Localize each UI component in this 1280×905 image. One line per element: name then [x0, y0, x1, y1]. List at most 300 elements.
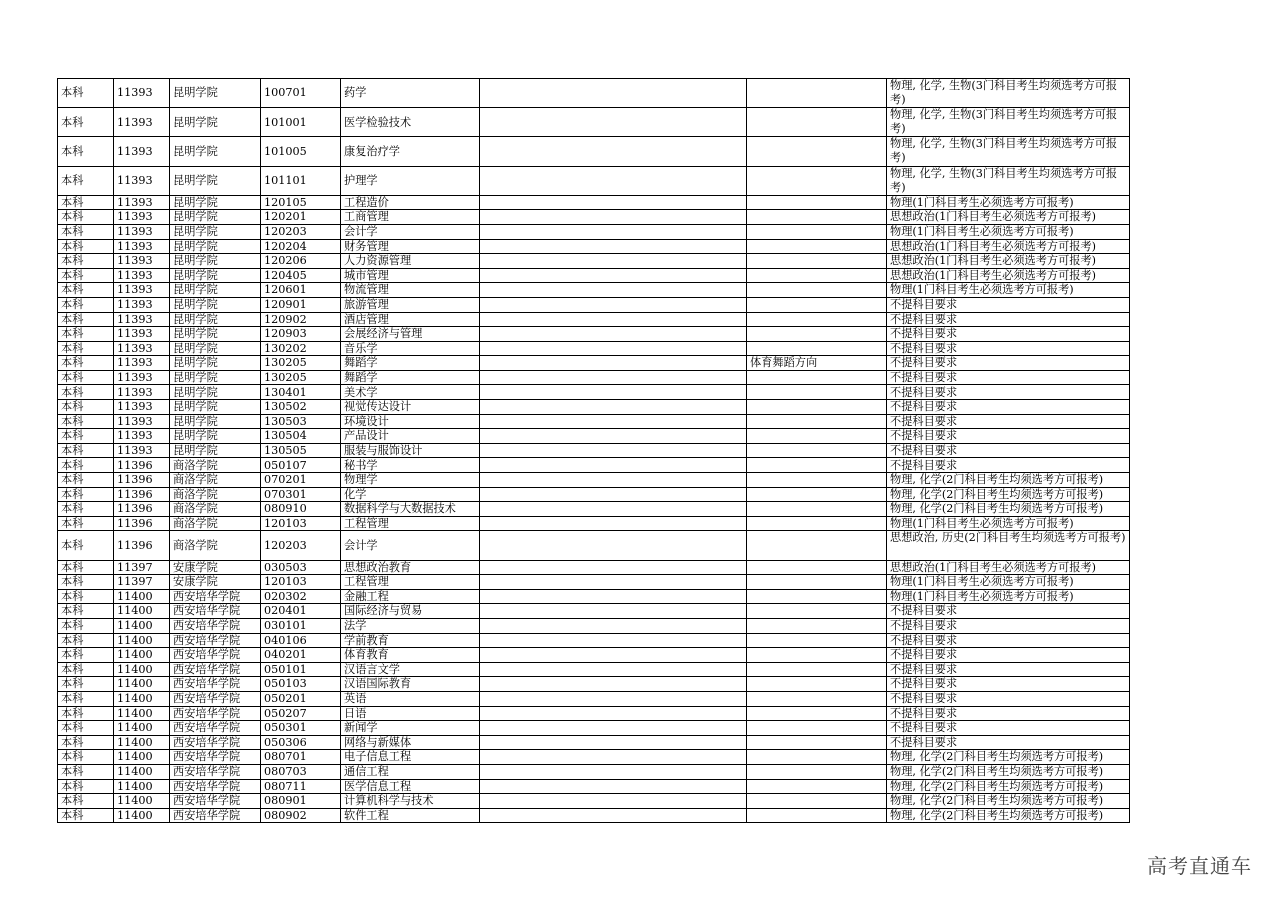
cell-major-name: 工商管理: [341, 210, 480, 225]
cell-major-name: 音乐学: [341, 341, 480, 356]
cell-school-name: 昆明学院: [170, 108, 261, 137]
cell-subject-requirement: 不提科目要求: [887, 312, 1130, 327]
cell-direction: [747, 589, 887, 604]
cell-subject-requirement: 不提科目要求: [887, 735, 1130, 750]
cell-direction: [747, 283, 887, 298]
cell-level: 本科: [58, 794, 114, 809]
cell-major-code: 030503: [261, 560, 341, 575]
cell-level: 本科: [58, 516, 114, 531]
cell-major-name: 秘书学: [341, 458, 480, 473]
table-row: [58, 633, 1130, 648]
cell-school-name: 昆明学院: [170, 297, 261, 312]
cell-major-name: 金融工程: [341, 589, 480, 604]
cell-major-name: 物理学: [341, 473, 480, 488]
cell-note: [480, 618, 747, 633]
cell-subject-requirement: 物理(1门科目考生必须选考方可报考): [887, 195, 1130, 210]
cell-subject-requirement: 不提科目要求: [887, 662, 1130, 677]
cell-major-name: 新闻学: [341, 721, 480, 736]
cell-level: 本科: [58, 400, 114, 415]
cell-level: 本科: [58, 648, 114, 663]
cell-school-code: 11400: [114, 618, 170, 633]
cell-major-code: 120103: [261, 516, 341, 531]
cell-level: 本科: [58, 808, 114, 823]
cell-school-code: 11400: [114, 764, 170, 779]
table-body: [58, 79, 1130, 823]
cell-major-name: 旅游管理: [341, 297, 480, 312]
cell-major-name: 产品设计: [341, 429, 480, 444]
cell-major-name: 英语: [341, 691, 480, 706]
cell-school-name: 昆明学院: [170, 429, 261, 444]
cell-subject-requirement: 物理, 化学, 生物(3门科目考生均须选考方可报考): [887, 137, 1130, 166]
cell-direction: [747, 210, 887, 225]
table-row: [58, 575, 1130, 590]
cell-school-code: 11393: [114, 414, 170, 429]
cell-major-name: 服装与服饰设计: [341, 443, 480, 458]
table-row: [58, 516, 1130, 531]
cell-subject-requirement: 物理, 化学(2门科目考生均须选考方可报考): [887, 473, 1130, 488]
cell-school-name: 昆明学院: [170, 268, 261, 283]
cell-direction: [747, 268, 887, 283]
cell-school-code: 11393: [114, 239, 170, 254]
cell-note: [480, 648, 747, 663]
cell-subject-requirement: 不提科目要求: [887, 327, 1130, 342]
table-row: [58, 283, 1130, 298]
cell-level: 本科: [58, 312, 114, 327]
cell-level: 本科: [58, 677, 114, 692]
cell-major-code: 020302: [261, 589, 341, 604]
cell-subject-requirement: 物理(1门科目考生必须选考方可报考): [887, 283, 1130, 298]
cell-major-code: 130505: [261, 443, 341, 458]
cell-note: [480, 370, 747, 385]
cell-note: [480, 108, 747, 137]
cell-note: [480, 297, 747, 312]
cell-direction: [747, 764, 887, 779]
cell-level: 本科: [58, 414, 114, 429]
cell-subject-requirement: 不提科目要求: [887, 633, 1130, 648]
cell-subject-requirement: 物理(1门科目考生必须选考方可报考): [887, 589, 1130, 604]
cell-school-name: 西安培华学院: [170, 735, 261, 750]
cell-major-code: 120901: [261, 297, 341, 312]
cell-direction: [747, 297, 887, 312]
cell-note: [480, 560, 747, 575]
cell-level: 本科: [58, 443, 114, 458]
cell-level: 本科: [58, 618, 114, 633]
cell-school-name: 西安培华学院: [170, 691, 261, 706]
cell-subject-requirement: 不提科目要求: [887, 297, 1130, 312]
table-row: [58, 327, 1130, 342]
table-row: [58, 531, 1130, 560]
cell-level: 本科: [58, 210, 114, 225]
cell-school-name: 昆明学院: [170, 414, 261, 429]
cell-school-name: 西安培华学院: [170, 604, 261, 619]
cell-subject-requirement: 不提科目要求: [887, 677, 1130, 692]
cell-school-code: 11400: [114, 779, 170, 794]
cell-major-code: 050107: [261, 458, 341, 473]
cell-major-name: 电子信息工程: [341, 750, 480, 765]
cell-subject-requirement: 不提科目要求: [887, 400, 1130, 415]
cell-direction: [747, 385, 887, 400]
table-row: [58, 735, 1130, 750]
cell-note: [480, 735, 747, 750]
cell-school-code: 11393: [114, 312, 170, 327]
cell-direction: [747, 691, 887, 706]
cell-level: 本科: [58, 735, 114, 750]
cell-school-code: 11397: [114, 560, 170, 575]
cell-school-code: 11396: [114, 531, 170, 560]
cell-direction: [747, 137, 887, 166]
table-row: [58, 458, 1130, 473]
cell-direction: [747, 458, 887, 473]
cell-direction: [747, 487, 887, 502]
cell-school-name: 昆明学院: [170, 385, 261, 400]
cell-school-code: 11400: [114, 750, 170, 765]
cell-note: [480, 516, 747, 531]
cell-major-name: 舞蹈学: [341, 370, 480, 385]
cell-subject-requirement: 物理, 化学(2门科目考生均须选考方可报考): [887, 750, 1130, 765]
cell-school-code: 11393: [114, 224, 170, 239]
cell-subject-requirement: 物理, 化学(2门科目考生均须选考方可报考): [887, 502, 1130, 517]
cell-school-name: 西安培华学院: [170, 618, 261, 633]
cell-school-name: 昆明学院: [170, 312, 261, 327]
cell-major-code: 080902: [261, 808, 341, 823]
cell-note: [480, 137, 747, 166]
table-row: [58, 618, 1130, 633]
cell-level: 本科: [58, 633, 114, 648]
cell-major-code: 130202: [261, 341, 341, 356]
table-row: [58, 79, 1130, 108]
cell-major-code: 130401: [261, 385, 341, 400]
cell-level: 本科: [58, 750, 114, 765]
cell-direction: [747, 677, 887, 692]
cell-subject-requirement: 物理, 化学(2门科目考生均须选考方可报考): [887, 794, 1130, 809]
cell-major-code: 070301: [261, 487, 341, 502]
cell-major-name: 思想政治教育: [341, 560, 480, 575]
cell-school-name: 昆明学院: [170, 341, 261, 356]
cell-major-code: 050306: [261, 735, 341, 750]
cell-level: 本科: [58, 531, 114, 560]
cell-direction: [747, 516, 887, 531]
cell-major-code: 050201: [261, 691, 341, 706]
table-row: [58, 356, 1130, 371]
cell-subject-requirement: 不提科目要求: [887, 370, 1130, 385]
cell-direction: [747, 239, 887, 254]
cell-school-code: 11393: [114, 370, 170, 385]
cell-subject-requirement: 思想政治(1门科目考生必须选考方可报考): [887, 254, 1130, 269]
cell-school-code: 11393: [114, 327, 170, 342]
cell-school-name: 昆明学院: [170, 254, 261, 269]
cell-major-code: 040201: [261, 648, 341, 663]
cell-subject-requirement: 不提科目要求: [887, 429, 1130, 444]
cell-school-code: 11400: [114, 691, 170, 706]
cell-direction: 体育舞蹈方向: [747, 356, 887, 371]
cell-subject-requirement: 思想政治, 历史(2门科目考生均须选考方可报考): [887, 531, 1130, 560]
cell-note: [480, 254, 747, 269]
table-row: [58, 487, 1130, 502]
cell-major-code: 120601: [261, 283, 341, 298]
cell-major-name: 化学: [341, 487, 480, 502]
table-row: [58, 370, 1130, 385]
cell-direction: [747, 662, 887, 677]
cell-major-code: 050207: [261, 706, 341, 721]
cell-direction: [747, 794, 887, 809]
cell-major-name: 会计学: [341, 531, 480, 560]
table-row: [58, 443, 1130, 458]
cell-direction: [747, 79, 887, 108]
table-row: [58, 604, 1130, 619]
cell-subject-requirement: 物理, 化学(2门科目考生均须选考方可报考): [887, 779, 1130, 794]
cell-direction: [747, 166, 887, 195]
cell-subject-requirement: 不提科目要求: [887, 356, 1130, 371]
cell-major-code: 020401: [261, 604, 341, 619]
table-row: [58, 239, 1130, 254]
cell-school-name: 西安培华学院: [170, 633, 261, 648]
cell-note: [480, 808, 747, 823]
cell-major-name: 国际经济与贸易: [341, 604, 480, 619]
cell-direction: [747, 721, 887, 736]
cell-major-code: 040106: [261, 633, 341, 648]
cell-subject-requirement: 思想政治(1门科目考生必须选考方可报考): [887, 239, 1130, 254]
cell-school-code: 11393: [114, 79, 170, 108]
cell-school-code: 11400: [114, 721, 170, 736]
table-row: [58, 794, 1130, 809]
cell-subject-requirement: 物理, 化学(2门科目考生均须选考方可报考): [887, 808, 1130, 823]
cell-school-code: 11393: [114, 443, 170, 458]
cell-note: [480, 473, 747, 488]
cell-school-code: 11396: [114, 487, 170, 502]
cell-major-name: 医学信息工程: [341, 779, 480, 794]
table-row: [58, 677, 1130, 692]
cell-level: 本科: [58, 560, 114, 575]
cell-direction: [747, 706, 887, 721]
cell-direction: [747, 575, 887, 590]
cell-level: 本科: [58, 283, 114, 298]
cell-direction: [747, 808, 887, 823]
cell-school-name: 昆明学院: [170, 370, 261, 385]
cell-major-code: 070201: [261, 473, 341, 488]
cell-direction: [747, 648, 887, 663]
cell-major-name: 康复治疗学: [341, 137, 480, 166]
cell-direction: [747, 531, 887, 560]
cell-major-name: 工程管理: [341, 516, 480, 531]
cell-note: [480, 589, 747, 604]
cell-school-name: 西安培华学院: [170, 721, 261, 736]
cell-note: [480, 268, 747, 283]
cell-school-name: 安康学院: [170, 560, 261, 575]
cell-major-name: 环境设计: [341, 414, 480, 429]
cell-major-name: 汉语国际教育: [341, 677, 480, 692]
cell-school-name: 西安培华学院: [170, 706, 261, 721]
cell-level: 本科: [58, 385, 114, 400]
cell-major-code: 050103: [261, 677, 341, 692]
table-row: [58, 721, 1130, 736]
cell-school-name: 昆明学院: [170, 400, 261, 415]
table-row: [58, 779, 1130, 794]
cell-major-code: 120201: [261, 210, 341, 225]
cell-note: [480, 487, 747, 502]
cell-note: [480, 195, 747, 210]
cell-major-name: 财务管理: [341, 239, 480, 254]
cell-school-code: 11400: [114, 735, 170, 750]
cell-direction: [747, 341, 887, 356]
cell-major-name: 汉语言文学: [341, 662, 480, 677]
cell-school-code: 11400: [114, 604, 170, 619]
cell-school-code: 11400: [114, 677, 170, 692]
cell-school-name: 昆明学院: [170, 210, 261, 225]
cell-major-code: 130504: [261, 429, 341, 444]
cell-school-code: 11393: [114, 356, 170, 371]
cell-major-code: 120903: [261, 327, 341, 342]
table-row: [58, 808, 1130, 823]
cell-level: 本科: [58, 239, 114, 254]
table-row: [58, 166, 1130, 195]
cell-school-code: 11393: [114, 210, 170, 225]
table-row: [58, 502, 1130, 517]
cell-direction: [747, 735, 887, 750]
cell-major-code: 120103: [261, 575, 341, 590]
cell-subject-requirement: 不提科目要求: [887, 414, 1130, 429]
cell-subject-requirement: 不提科目要求: [887, 706, 1130, 721]
cell-major-code: 130205: [261, 370, 341, 385]
cell-school-code: 11400: [114, 808, 170, 823]
cell-level: 本科: [58, 195, 114, 210]
cell-school-name: 昆明学院: [170, 224, 261, 239]
cell-major-name: 人力资源管理: [341, 254, 480, 269]
cell-major-name: 视觉传达设计: [341, 400, 480, 415]
cell-direction: [747, 254, 887, 269]
cell-subject-requirement: 思想政治(1门科目考生必须选考方可报考): [887, 210, 1130, 225]
table-row: [58, 268, 1130, 283]
cell-note: [480, 312, 747, 327]
table-row: [58, 224, 1130, 239]
cell-direction: [747, 443, 887, 458]
cell-subject-requirement: 不提科目要求: [887, 618, 1130, 633]
cell-direction: [747, 224, 887, 239]
cell-school-name: 安康学院: [170, 575, 261, 590]
cell-note: [480, 283, 747, 298]
table-row: [58, 137, 1130, 166]
admission-table: [57, 78, 1130, 823]
cell-level: 本科: [58, 473, 114, 488]
cell-direction: [747, 502, 887, 517]
cell-level: 本科: [58, 458, 114, 473]
table-row: [58, 297, 1130, 312]
cell-major-code: 080711: [261, 779, 341, 794]
cell-level: 本科: [58, 224, 114, 239]
cell-major-code: 080901: [261, 794, 341, 809]
cell-subject-requirement: 物理(1门科目考生必须选考方可报考): [887, 575, 1130, 590]
cell-level: 本科: [58, 487, 114, 502]
cell-major-code: 050301: [261, 721, 341, 736]
cell-note: [480, 662, 747, 677]
cell-direction: [747, 618, 887, 633]
cell-school-name: 昆明学院: [170, 239, 261, 254]
cell-note: [480, 239, 747, 254]
cell-major-code: 130503: [261, 414, 341, 429]
cell-school-name: 昆明学院: [170, 79, 261, 108]
cell-major-name: 法学: [341, 618, 480, 633]
cell-note: [480, 400, 747, 415]
cell-direction: [747, 473, 887, 488]
cell-note: [480, 794, 747, 809]
cell-direction: [747, 400, 887, 415]
cell-major-name: 医学检验技术: [341, 108, 480, 137]
cell-school-name: 昆明学院: [170, 443, 261, 458]
cell-school-name: 昆明学院: [170, 356, 261, 371]
cell-school-name: 昆明学院: [170, 166, 261, 195]
cell-subject-requirement: 物理(1门科目考生必须选考方可报考): [887, 516, 1130, 531]
cell-major-code: 120206: [261, 254, 341, 269]
cell-subject-requirement: 思想政治(1门科目考生必须选考方可报考): [887, 268, 1130, 283]
cell-school-name: 西安培华学院: [170, 662, 261, 677]
cell-level: 本科: [58, 327, 114, 342]
cell-school-name: 西安培华学院: [170, 794, 261, 809]
table-row: [58, 385, 1130, 400]
cell-school-code: 11393: [114, 385, 170, 400]
cell-level: 本科: [58, 429, 114, 444]
cell-major-name: 计算机科学与技术: [341, 794, 480, 809]
table-row: [58, 254, 1130, 269]
cell-level: 本科: [58, 779, 114, 794]
cell-school-name: 昆明学院: [170, 327, 261, 342]
cell-school-name: 昆明学院: [170, 195, 261, 210]
cell-note: [480, 575, 747, 590]
cell-school-code: 11393: [114, 283, 170, 298]
cell-note: [480, 327, 747, 342]
cell-level: 本科: [58, 706, 114, 721]
cell-school-name: 商洛学院: [170, 531, 261, 560]
cell-major-code: 101005: [261, 137, 341, 166]
cell-school-code: 11400: [114, 662, 170, 677]
cell-major-code: 101101: [261, 166, 341, 195]
table-row: [58, 750, 1130, 765]
cell-subject-requirement: 物理, 化学, 生物(3门科目考生均须选考方可报考): [887, 79, 1130, 108]
cell-subject-requirement: 物理(1门科目考生必须选考方可报考): [887, 224, 1130, 239]
cell-level: 本科: [58, 254, 114, 269]
cell-level: 本科: [58, 108, 114, 137]
cell-note: [480, 691, 747, 706]
cell-major-code: 080910: [261, 502, 341, 517]
cell-subject-requirement: 不提科目要求: [887, 341, 1130, 356]
cell-note: [480, 531, 747, 560]
cell-school-name: 昆明学院: [170, 137, 261, 166]
cell-note: [480, 414, 747, 429]
cell-school-name: 西安培华学院: [170, 764, 261, 779]
cell-subject-requirement: 不提科目要求: [887, 385, 1130, 400]
table-row: [58, 400, 1130, 415]
cell-major-code: 120203: [261, 531, 341, 560]
cell-school-code: 11396: [114, 516, 170, 531]
cell-note: [480, 224, 747, 239]
table-row: [58, 662, 1130, 677]
cell-school-code: 11397: [114, 575, 170, 590]
cell-school-code: 11400: [114, 589, 170, 604]
cell-level: 本科: [58, 356, 114, 371]
table-row: [58, 108, 1130, 137]
cell-subject-requirement: 思想政治(1门科目考生必须选考方可报考): [887, 560, 1130, 575]
cell-note: [480, 79, 747, 108]
cell-subject-requirement: 不提科目要求: [887, 721, 1130, 736]
cell-school-code: 11393: [114, 429, 170, 444]
table-row: [58, 560, 1130, 575]
cell-note: [480, 604, 747, 619]
cell-major-name: 舞蹈学: [341, 356, 480, 371]
cell-major-name: 学前教育: [341, 633, 480, 648]
cell-major-code: 130502: [261, 400, 341, 415]
cell-school-code: 11400: [114, 706, 170, 721]
cell-school-code: 11393: [114, 195, 170, 210]
cell-major-code: 100701: [261, 79, 341, 108]
cell-school-code: 11400: [114, 648, 170, 663]
